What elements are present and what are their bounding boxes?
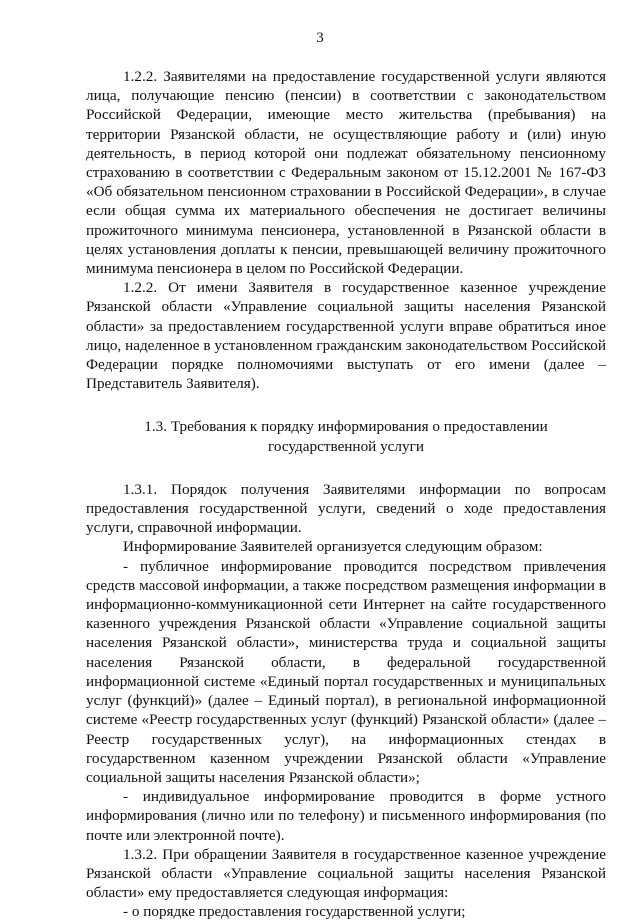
list-item-public-info: - публичное информирование проводится посредством привлечения средств массовой информации, а также посредством размещения информации в информационно-коммуникационной сети Интернет на сайте государственного казенного учреждения Рязанской области «Управление социальной защиты населения Рязанской области», министерства труда и социальной защиты населения Рязанской области, в федеральной государственной информационной системе «Единый портал государственных и муниципальных услуг (функций)» (далее – Единый портал), в региональной информационной системе «Реестр государственных услуг (функций) Рязанской области» (далее – Реестр государственных услуг), на информационных стендах в государственном казенном учреждении Рязанской области «Управление социальной защиты населения Рязанской области»; [86, 557, 606, 786]
page-number: 3 [316, 30, 324, 46]
document-body [86, 67, 606, 922]
paragraph-representative: 1.2.2. От имени Заявителя в государственное казенное учреждение Рязанской области «Управление социальной защиты населения Рязанской области» за предоставлением государственной услуги вправе обратиться иное лицо, наделенное в установленном гражданским законодательством Российской Федерации порядке полномочиями выступать от его имени (далее – Представитель Заявителя). [86, 279, 606, 393]
paragraph-info-procedure: 1.3.1. Порядок получения Заявителями информации по вопросам предоставления государственной услуги, сведений о ходе предоставления услуги, справочной информации. [86, 480, 606, 537]
paragraph-info-provided: 1.3.2. При обращении Заявителя в государственное казенное учреждение Рязанской области «Управление социальной защиты населения Рязанской области» ему предоставляется следующая информация: [86, 845, 606, 902]
paragraph-applicants: 1.2.2. Заявителями на предоставление государственной услуги являются лица, получающие пенсию (пенсии) в соответствии с законодательством Российской Федерации, имеющие место жительства (пребывания) на территории Рязанской области, не осуществляющие работу и (или) иную деятельность, в период которой они подлежат обязательному пенсионному страхованию в соответствии с Федеральным законом от 15.12.2001 № 167-ФЗ «Об обязательном пенсионном страховании в Российской Федерации», в случае если общая сумма их материального обеспечения не достигает величины прожиточного минимума пенсионера, установленной в Рязанской области в целях установления доплаты к пенсии, превышающей величину прожиточного минимума пенсионера в целом по Российской Федерации. [86, 68, 606, 278]
paragraph-info-organization: Информирование Заявителей организуется следующим образом: [123, 538, 543, 556]
section-heading: 1.3. Требования к порядку информирования о предоставлении государственной услуги [144, 418, 548, 455]
list-item-procedure: - о порядке предоставления государственной услуги; [123, 903, 466, 921]
list-item-individual-info: - индивидуальное информирование проводится в форме устного информирования (лично или по телефону) и письменного информирования (по почте или электронной почте). [86, 788, 606, 844]
